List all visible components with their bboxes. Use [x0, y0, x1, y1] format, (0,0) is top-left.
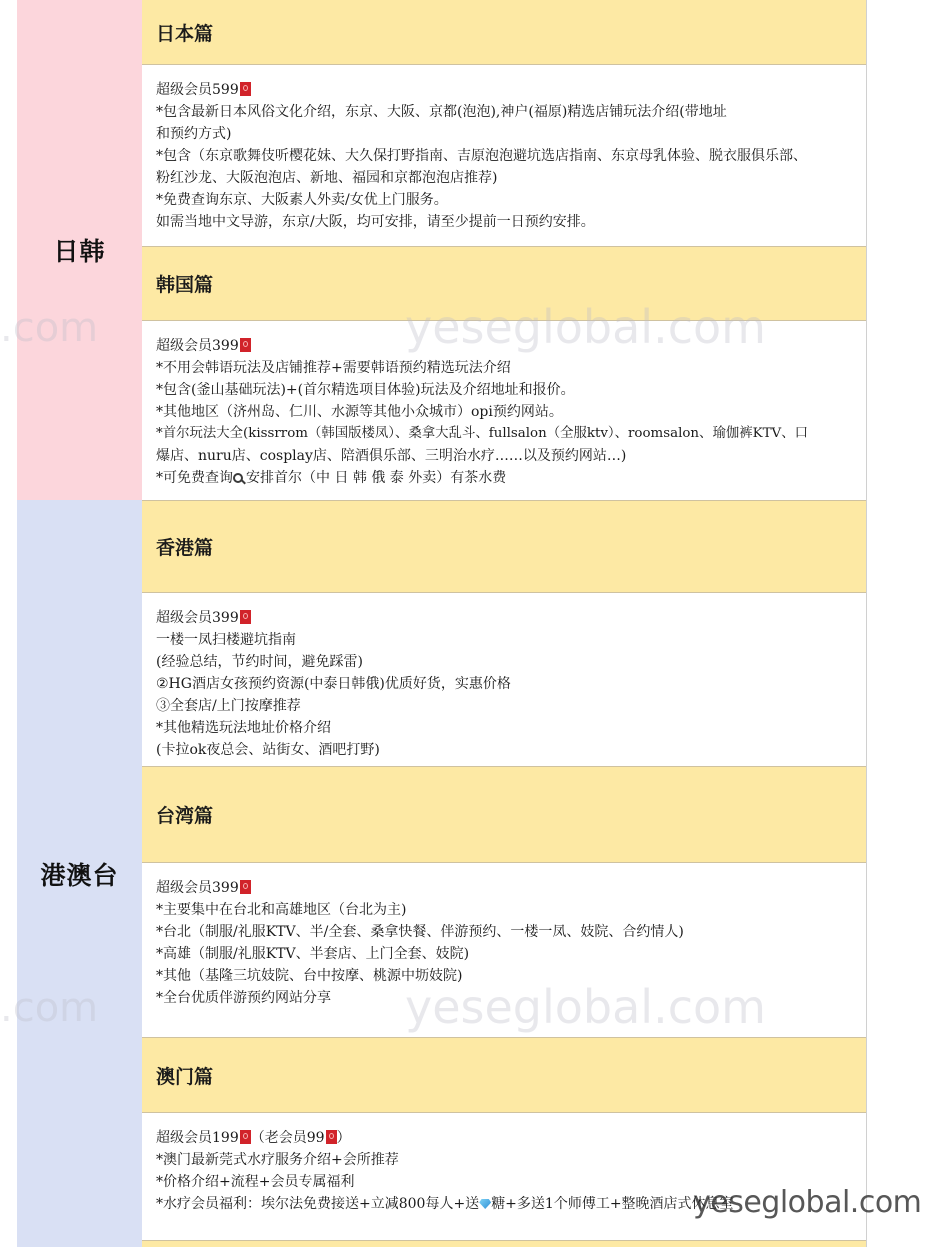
section-content-korea: [142, 321, 867, 500]
list-item: (经验总结，节约时间，避免踩雷): [156, 654, 363, 670]
list-item: *高雄（制服/礼服KTV、半套店、上门全套、妓院): [156, 946, 470, 962]
list-item: [156, 79, 858, 101]
list-item: 粉红沙龙、大阪泡泡店、新地、福园和京都泡泡店推荐): [156, 170, 498, 186]
list-item: ③全套店/上门按摩推荐: [156, 698, 301, 714]
membership-table: [17, 0, 867, 1247]
list-item: *全台优质伴游预约网站分享: [156, 990, 331, 1006]
diamond-icon: [479, 1199, 491, 1209]
list-item: ②HG酒店女孩预约资源(中泰日韩俄)优质好货，实惠价格: [156, 676, 511, 692]
paren-close: ）: [336, 1130, 351, 1146]
list-item: [156, 877, 858, 899]
list-item: *其他（基隆三坑妓院、台中按摩、桃源中坜妓院): [156, 968, 463, 984]
list-item: *澳门最新莞式水疗服务介绍+会所推荐: [156, 1152, 399, 1168]
list-item: 爆店、nuru店、cosplay店、陪酒俱乐部、三明治水疗……以及预约网站…): [156, 448, 627, 464]
list-item-prefix: *可免费查询: [156, 470, 233, 486]
list-item: [156, 607, 858, 629]
red-packet-icon: [326, 1130, 337, 1144]
section-content-hongkong: [142, 593, 867, 766]
watermark-side: .com: [0, 985, 99, 1031]
section-content-macau: [142, 1113, 867, 1247]
section-title-macau: 澳门篇: [156, 1065, 214, 1088]
price-text: 超级会员599: [156, 82, 239, 98]
next-section-header-edge: [142, 1240, 867, 1247]
section-header-japan: [142, 0, 867, 65]
list-item: *价格介绍+流程+会员专属福利: [156, 1174, 355, 1190]
list-item: *不用会韩语玩法及店铺推荐+需要韩语预约精选玩法介绍: [156, 360, 511, 376]
list-item: *免费查询东京、大阪素人外卖/女优上门服务。: [156, 192, 448, 208]
list-item: *包含最新日本风俗文化介绍，东京、大阪、京都(泡泡),神户(福原)精选店铺玩法介绍(带地址: [156, 104, 727, 120]
price-text: 超级会员399: [156, 338, 239, 354]
list-item-text: 糖+多送1个师傅工+整晚酒店式休息室: [491, 1196, 734, 1212]
list-item-text: 安排首尔（中 日 韩 俄 泰 外卖）有茶水费: [246, 470, 507, 486]
section-header-macau: [142, 1037, 867, 1113]
region-hk-macau-taiwan: [17, 500, 143, 1247]
brand-watermark: yeseglobal.com: [693, 1185, 922, 1220]
list-item: *台北（制服/礼服KTV、半/全套、桑拿快餐、伴游预约、一楼一凤、妓院、合约情人): [156, 924, 684, 940]
section-header-taiwan: [142, 766, 867, 863]
price-text: 超级会员399: [156, 880, 239, 896]
region-japan-korea: [17, 0, 143, 500]
red-packet-icon: [240, 82, 251, 96]
section-content-taiwan: [142, 863, 867, 1037]
list-item: 一楼一凤扫楼避坑指南: [156, 632, 296, 648]
section-header-korea: [142, 246, 867, 321]
region-label-hk-macau-taiwan: 港澳台: [40, 860, 119, 890]
list-item: *其他精选玩法地址价格介绍: [156, 720, 331, 736]
red-packet-icon: [240, 338, 251, 352]
old-member-price-text: （老会员99: [250, 1130, 325, 1146]
list-item: *包含(釜山基础玩法)+(首尔精选项目体验)玩法及介绍地址和报价。: [156, 382, 575, 398]
section-title-japan: 日本篇: [156, 22, 214, 45]
list-item: *首尔玩法大全(kissrrom（韩国版楼凤）、桑拿大乱斗、fullsalon（全服ktv）、roomsalon、瑜伽裤KTV、口: [156, 426, 809, 441]
list-item: 如需当地中文导游，东京/大阪，均可安排，请至少提前一日预约安排。: [156, 214, 595, 230]
red-packet-icon: [240, 610, 251, 624]
section-title-hongkong: 香港篇: [156, 537, 214, 559]
red-packet-icon: [240, 880, 251, 894]
list-item: 和预约方式): [156, 126, 232, 142]
section-title-taiwan: 台湾篇: [156, 805, 214, 827]
list-item-text: *水疗会员福利：埃尔法免费接送+立减800每人+送: [156, 1196, 480, 1212]
list-item: *包含（东京歌舞伎听樱花妹、大久保打野指南、吉原泡泡避坑选店指南、东京母乳体验、脱衣服俱乐部、: [156, 148, 807, 164]
table-right-border: [866, 0, 867, 1247]
watermark-text: yeseglobal.com: [405, 980, 766, 1034]
watermark-text: yeseglobal.com: [405, 300, 766, 354]
section-content-japan: [142, 65, 867, 246]
list-item: [156, 1127, 858, 1149]
section-header-hongkong: [142, 500, 867, 593]
magnifier-icon: [233, 473, 243, 483]
list-item: *主要集中在台北和高雄地区（台北为主): [156, 902, 407, 918]
list-item: (卡拉ok夜总会、站街女、酒吧打野): [156, 742, 380, 758]
price-text: 超级会员199: [156, 1130, 239, 1146]
list-item: *其他地区（济州岛、仁川、水源等其他小众城市）opi预约网站。: [156, 404, 563, 420]
section-title-korea: 韩国篇: [156, 274, 214, 296]
price-text: 超级会员399: [156, 610, 239, 626]
region-label-japan-korea: 日韩: [53, 237, 106, 266]
list-item: [156, 467, 858, 489]
red-packet-icon: [240, 1130, 251, 1144]
watermark-side: .com: [0, 305, 99, 351]
list-item: [156, 335, 858, 357]
